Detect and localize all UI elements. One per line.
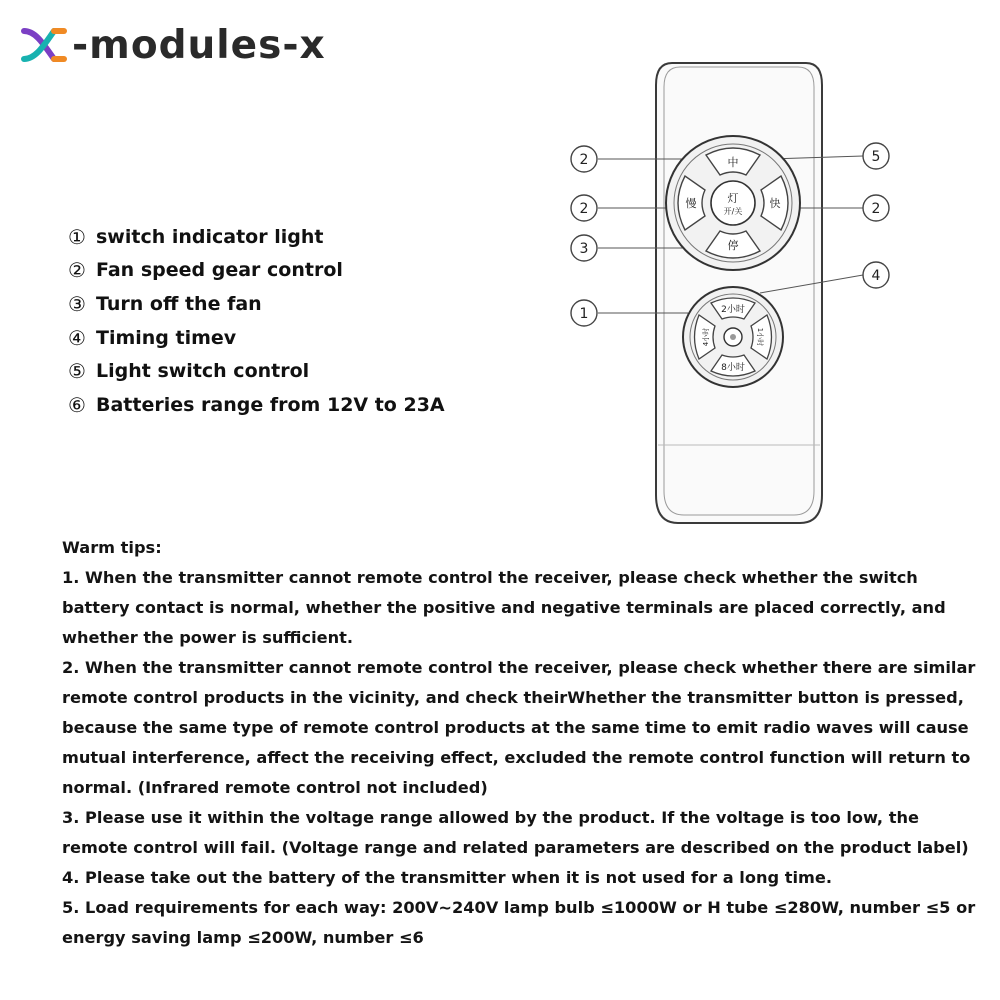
callout-marker [571,235,597,261]
tip-item: 3. Please use it within the voltage range allowed by the product. If the voltage is too low, the remote control will fail. (Voltage range and related parameters are described on the product label) [62,808,969,857]
legend-label: Timing timev [96,326,237,349]
callout-marker [571,300,597,326]
svg-text:慢: 慢 [685,197,697,210]
svg-text:快: 快 [769,197,781,210]
svg-text:4小时: 4小时 [702,327,710,347]
legend-number: ① [68,224,86,249]
legend-label: Fan speed gear control [96,259,343,282]
svg-text:灯: 灯 [727,192,739,205]
callout-number: 1 [579,306,589,322]
legend-number: ④ [68,325,86,350]
tip-item: 1. When the transmitter cannot remote control the receiver, please check whether the switch battery contact is normal, whether the positive and negative terminals are placed correctly, and whether the power is sufficient. [62,568,946,647]
callout-number: 3 [579,241,589,257]
callout-marker [571,146,597,172]
tips-title: Warm tips: [62,538,162,557]
legend-label: Turn off the fan [96,292,262,315]
callout-number: 2 [871,201,881,217]
svg-text:2小时: 2小时 [721,305,745,315]
legend-number: ⑤ [68,359,86,384]
legend-item [68,287,445,321]
light-toggle-button[interactable] [711,181,755,225]
legend-number: ② [68,258,86,283]
callout-marker [863,262,889,288]
svg-text:开/关: 开/关 [723,207,743,216]
warm-tips [62,533,982,953]
legend-item [68,220,445,254]
legend-item [68,354,445,388]
tip-item: 4. Please take out the battery of the transmitter when it is not used for a long time. [62,868,832,887]
legend-number: ③ [68,291,86,316]
legend-item [68,388,445,422]
feature-legend [68,220,445,422]
remote-control-diagram [560,55,900,530]
x-mark-logo-icon [20,25,68,65]
svg-text:1小时: 1小时 [756,327,764,347]
brand-name: -modules-x [72,22,326,68]
legend-number: ⑥ [68,392,86,417]
brand-logo [20,20,326,70]
callout-marker [571,195,597,221]
tip-item: 2. When the transmitter cannot remote control the receiver, please check whether there are similar remote control products in the vicinity, and check theirWhether the transmitter button is pressed, because the same type of remote control products at the same time to emit radio waves will cause mutual interference, affect the receiving effect, excluded the remote control function will return to normal. (Infrared remote control not included) [62,658,976,797]
svg-text:8小时: 8小时 [721,363,745,373]
legend-item [68,254,445,288]
callout-number: 2 [579,201,589,217]
callout-number: 2 [579,152,589,168]
callout-marker [863,195,889,221]
callout-number: 5 [871,149,881,165]
fan-control-pad [666,136,800,270]
callout-marker [863,143,889,169]
timer-pad [683,287,783,387]
legend-label: Light switch control [96,360,310,383]
legend-item [68,321,445,355]
svg-text:中: 中 [727,156,739,169]
legend-label: switch indicator light [96,225,324,248]
legend-label: Batteries range from 12V to 23A [96,393,445,416]
tip-item: 5. Load requirements for each way: 200V~240V lamp bulb ≤1000W or H tube ≤280W, number ≤5 or energy saving lamp ≤200W, number ≤6 [62,898,976,947]
svg-text:停: 停 [727,239,739,252]
callout-number: 4 [871,268,881,284]
